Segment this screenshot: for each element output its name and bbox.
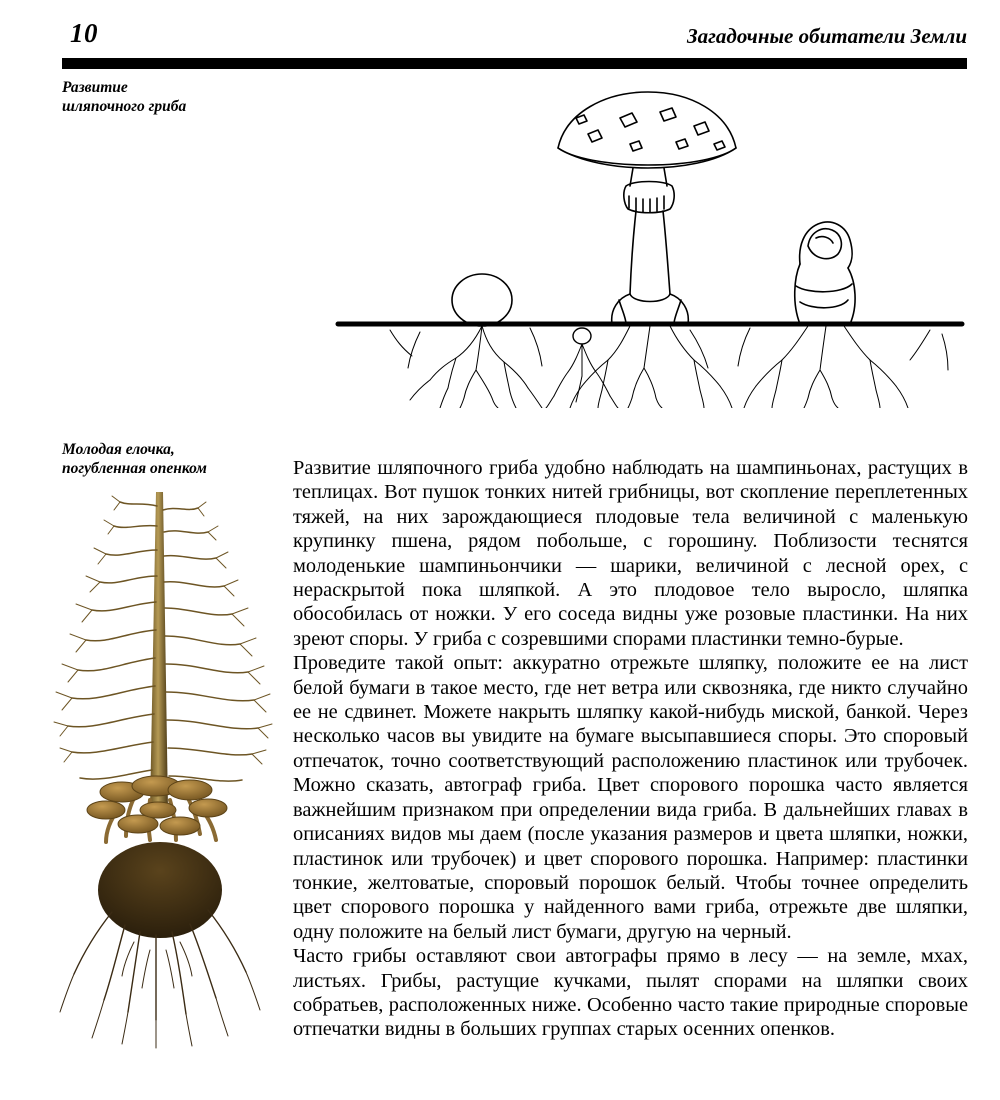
paragraph-2: Проведите такой опыт: аккуратно отрежьте шляпку, положите ее на лист белой бумаги в такое место, где нет ветра или сквозняка, где никто случайно ее не сдвинет. Можете накрыть шляпку какой-нибудь миской, банкой. Через несколько часов вы увидите на бумаге высыпавшиеся споры. Это споровый отпечаток, точно соответствующий расположению пластинок или трубочек. Можно сказать, автограф гриба. Цвет спорового порошка часто является важнейшим признаком при определении вида гриба. В дальнейших главах в описаниях видов мы даем (после указания размеров и цвета шляпки, ножки, пластинок или трубочек) и цвет спорового порошка. Например: пластинки тонкие, желтоватые, споровый порошок белый. Чтобы точнее определить цвет спорового порошка у найденного вами гриба, отрежьте две шляпки, одну положите на белый лист бумаги, другую на черный. [293,652,968,943]
spruce-killed-by-honey-fungus-photo [30,480,295,1050]
header-divider-rule [62,58,967,69]
book-section-title: Загадочные обитатели Земли [686,24,967,48]
figure2-caption-line2: погубленная опенком [62,460,207,477]
figure1-caption-line2: шляпочного гриба [62,98,187,115]
figure1-caption-line1: Развитие [62,79,128,96]
body-text [293,456,968,1042]
paragraph-1: Развитие шляпочного гриба удобно наблюдать на шампиньонах, растущих в теплицах. Вот пушок тонких нитей грибницы, вот скопление переплетенных тяжей, на них зарождающиеся плодовые тела величиной с маленькую крупинку пшена, рядом побольше, с горошину. Поблизости теснятся молоденькие шампиньончики — шарики, величиной с лесной орех, с нераскрытой пока шляпкой. А это плодовое тело выросло, шляпка обособилась от ножки. У его соседа видны уже розовые пластинки. На них зреют споры. У гриба с созревшими спорами пластинки темно-бурые. [293,457,968,650]
paragraph-3: Часто грибы оставляют свои автографы прямо в лесу — на земле, мхах, листьях. Грибы, растущие кучками, пылят спорами на шляпки своих собратьев, расположенных ниже. Особенно часто такие природные споровые отпечатки видны в больших группах старых осенних опенков. [293,945,968,1041]
page-number: 10 [70,18,98,48]
figure2-caption [62,440,292,478]
figure2-caption-line1: Молодая елочка, [62,441,175,458]
mushroom-development-diagram [330,78,970,408]
figure1-caption [62,78,282,116]
page-header [62,18,967,58]
